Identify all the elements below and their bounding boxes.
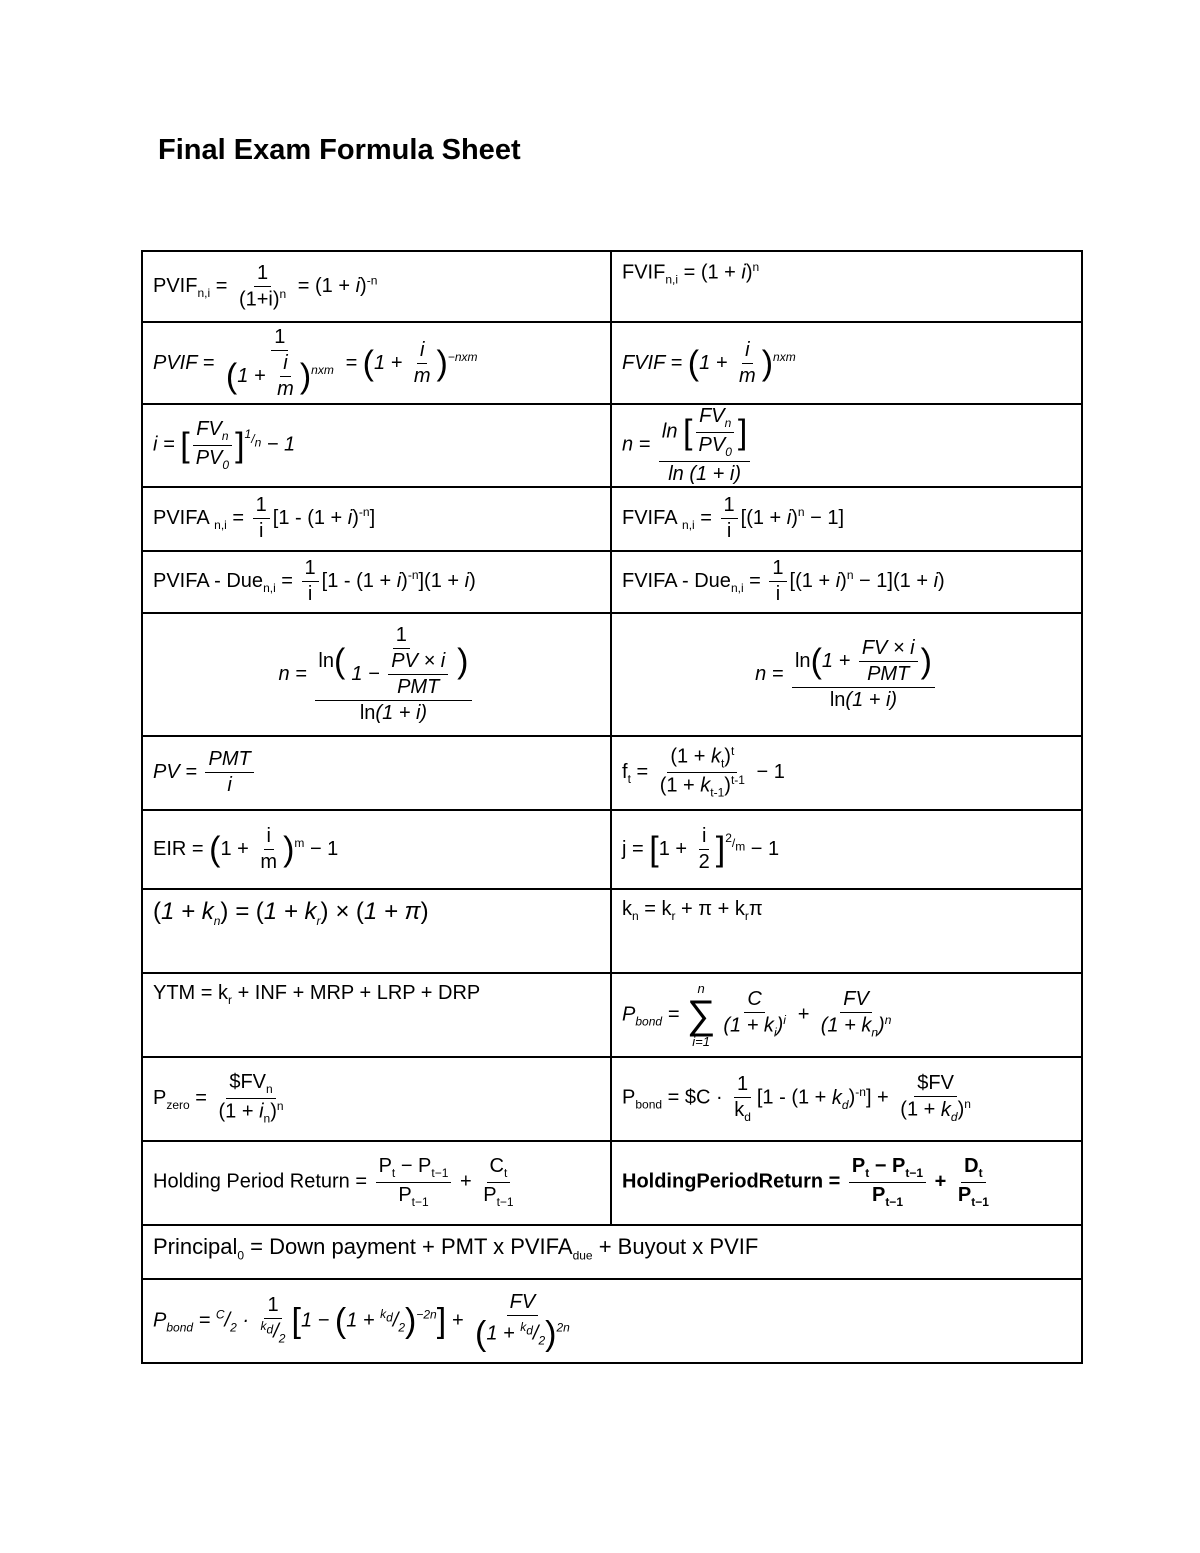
formula-fisher-expanded: $k_n = k_r + \pi + k_r\pi$ [611,889,1082,973]
formula-fvifa: FVIFA $_{n,i}$ = $\frac{1}{i}$ $[(1 + i)^n - 1]$ [611,487,1082,551]
formula-interest-rate: i = [ $\frac{FV_n}{PV_0}$ ]$^{^1/_n}$ − 1 [142,404,611,487]
formula-bond-semiannual: $P_{bond} = ^C/_2$ · $\frac{1}{^{k_d}/_2}$ $[1 - (1 + ^{k_d}/_2)^{-2n}]$ + $\frac{FV}{(1 + ^{k_d}/_2)^{2n}}$ [142,1279,1082,1363]
formula-ytm: YTM = $k_r$ + INF + MRP + LRP + DRP [142,973,611,1057]
formula-bond-price-annuity: $P_{bond}$ = $C · $\frac{1}{k_d}$ $[1 - (1 + k_d)^{-n}]$ + $\frac{\$FV}{(1 + k_d)^n}$ [611,1057,1082,1141]
formula-pvifa-due: PVIFA - Due$_{n,i}$ = $\frac{1}{i}$ $[1 - (1 + i)^{-n}](1 + i)$ [142,551,611,613]
formula-fisher-exact: $(1 + k_n) = (1 + k_r) \times (1 + \pi)$ [142,889,611,973]
formula-principal-lease: Principal$_0$ = Down payment + PMT x $PVIFA_{due}$ + Buyout x PVIF [142,1225,1082,1279]
formula-periods-fv: n = ln(1 + $\frac{FV \times i}{\text{PMT}}$ ) ln(1 + i) [611,613,1082,736]
formula-forward-rate: $f_t$ = $\frac{(1 + k_t)^t}{(1 + k_{t-1})^{t-1}}$ − 1 [611,736,1082,810]
formula-pvif-basic: $PVIF_{n,i}$ = $\frac{1}{(1+i)^n}$ = $(1 + i)^{-n}$ [142,251,611,322]
formula-perpetuity: PV = $\frac{\text{PMT}}{i}$ [142,736,611,810]
formula-bond-price-sum: $P_{bond}$ = n ∑ i=1 $\frac{C}{(1 + k_i)^i}$ + $\frac{FV}{(1 + k_n)^n}$ [611,973,1082,1057]
formula-periods-ln: n = ln [ $\frac{FV_n}{PV_0}$ ] ln (1 + i) [611,404,1082,487]
formula-fvifa-due: FVIFA - Due$_{n,i}$ = $\frac{1}{i}$ $[(1 + i)^n - 1](1 + i)$ [611,551,1082,613]
formula-table [141,250,1083,1364]
formula-holding-period-return: Holding Period Return = $\frac{P_t - P_{t-1}}{P_{t-1}}$ + $\frac{C_t}{P_{t-1}}$ [142,1141,611,1225]
formula-zero-bond: $P_{zero}$ = $\frac{\$FV_n}{(1 + i_n)^n}$ [142,1057,611,1141]
formula-periodic-rate: j = [1 + $\frac{i}{2}$ ]$^{^2/_m}$ − 1 [611,810,1082,889]
formula-holding-period-return-dividend: HoldingPeriodReturn = $\frac{P_t - P_{t-1}}{P_{t-1}}$ + $\frac{D_t}{P_{t-1}}$ [611,1141,1082,1225]
formula-pvif-compound: PVIF = 1 (1 + $\frac{i}{m}$ )$^{nxm}$ = (1 + $\frac{i}{m}$ )$^{-nxm}$ [142,322,611,404]
formula-fvif-compound: FVIF = (1 + $\frac{i}{m}$ )$^{nxm}$ [611,322,1082,404]
formula-periods-pv: n = ln( 1 1 − $\frac{PV \times i}{\text{PMT}}$ ) ln(1 + i) [142,613,611,736]
formula-pvifa: PVIFA $_{n,i}$ = $\frac{1}{i}$ $[1 - (1 + i)^{-n}]$ [142,487,611,551]
formula-eir: EIR = (1 + $\frac{i}{m}$ )$^m$ − 1 [142,810,611,889]
page-title: Final Exam Formula Sheet [158,134,521,166]
formula-fvif-basic: $FVIF_{n,i} = (1 + i)^n$ [611,251,1082,322]
